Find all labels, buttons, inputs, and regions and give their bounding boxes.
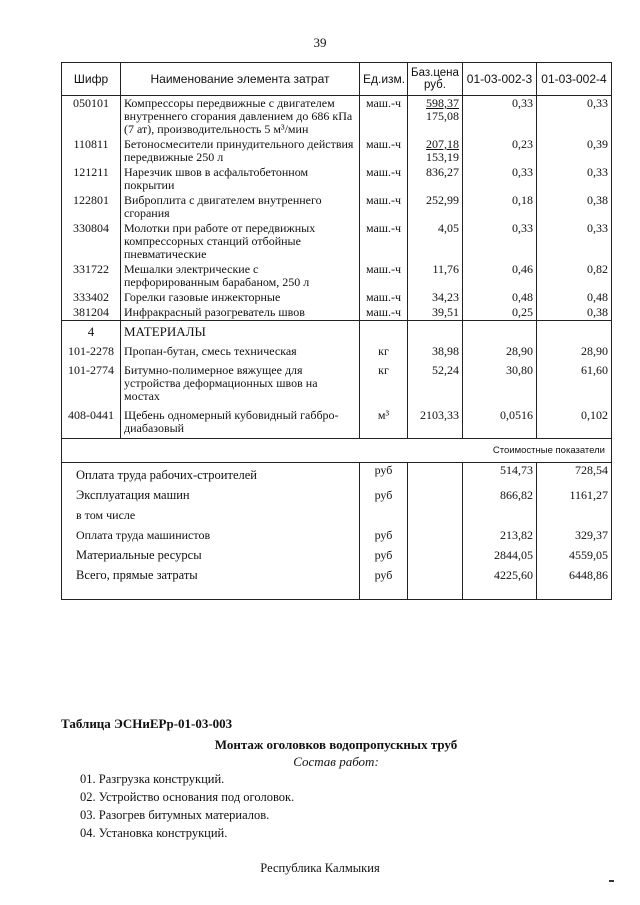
table-row — [62, 342, 612, 361]
header-name: Наименование элемента затрат — [121, 63, 360, 96]
summary-row — [62, 528, 612, 548]
header-price-line1: Баз.цена — [411, 67, 459, 79]
resource-unit: маш.-ч — [360, 96, 408, 138]
summary-col-b: 728,54 — [537, 463, 612, 489]
norm-col-a: 0,33 — [463, 165, 537, 193]
summary-col-b: 6448,86 — [537, 568, 612, 600]
base-price — [408, 193, 463, 221]
norm-col-a: 0,33 — [463, 221, 537, 262]
base-price-value: 598,37 — [426, 96, 459, 110]
summary-section — [62, 463, 612, 600]
summary-name: Всего, прямые затраты — [62, 568, 360, 600]
header-unit: Ед.изм. — [360, 63, 408, 96]
norm-col-a: 28,90 — [463, 342, 537, 361]
summary-unit: руб — [360, 463, 408, 489]
summary-col-a: 514,73 — [463, 463, 537, 489]
indicators-label: Стоимостные показатели — [62, 439, 612, 463]
work-item: 03. Разогрев битумных материалов. — [80, 808, 270, 822]
base-price-value: 39,51 — [432, 305, 459, 319]
resource-code: 121211 — [62, 165, 121, 193]
resource-unit: кг — [360, 361, 408, 406]
resource-code: 050101 — [62, 96, 121, 138]
section-title: МАТЕРИАЛЫ — [121, 321, 360, 343]
materials-section — [62, 321, 612, 439]
resource-unit: кг — [360, 342, 408, 361]
norm-col-b: 0,38 — [537, 305, 612, 321]
resource-code: 330804 — [62, 221, 121, 262]
summary-unit: руб — [360, 548, 408, 568]
summary-col-b — [537, 508, 612, 528]
resource-unit: маш.-ч — [360, 165, 408, 193]
summary-price-empty — [408, 463, 463, 489]
norm-col-a: 0,18 — [463, 193, 537, 221]
resource-unit: маш.-ч — [360, 193, 408, 221]
resource-name: Горелки газовые инжекторные — [121, 290, 360, 305]
work-item: 01. Разгрузка конструкций. — [80, 772, 225, 786]
summary-price-empty — [408, 508, 463, 528]
base-price — [408, 262, 463, 290]
norm-col-a: 0,25 — [463, 305, 537, 321]
table-row — [62, 165, 612, 193]
resource-code: 101-2278 — [62, 342, 121, 361]
summary-col-b: 1161,27 — [537, 488, 612, 508]
summary-col-a: 213,82 — [463, 528, 537, 548]
norm-col-b: 0,33 — [537, 165, 612, 193]
resource-unit: маш.-ч — [360, 262, 408, 290]
table-row — [62, 193, 612, 221]
resource-name: Пропан-бутан, смесь техническая — [121, 342, 360, 361]
table-row — [62, 262, 612, 290]
header-col-b: 01-03-002-4 — [537, 63, 612, 96]
operator-wage-value: 153,19 — [426, 150, 459, 164]
summary-price-empty — [408, 488, 463, 508]
norm-col-a: 0,0516 — [463, 406, 537, 439]
base-price-value: 11,76 — [432, 262, 459, 276]
header-price — [408, 63, 463, 96]
operator-wage-value: 175,08 — [426, 109, 459, 123]
resource-unit: маш.-ч — [360, 137, 408, 165]
base-price: 38,98 — [408, 342, 463, 361]
summary-col-a: 4225,60 — [463, 568, 537, 600]
base-price — [408, 221, 463, 262]
table-row — [62, 361, 612, 406]
resource-name: Битумно-полимерное вяжущее для устройства деформационных швов на мостах — [121, 361, 360, 406]
section-number: 4 — [62, 321, 121, 343]
resource-code: 110811 — [62, 137, 121, 165]
summary-col-a: 2844,05 — [463, 548, 537, 568]
base-price — [408, 290, 463, 305]
base-price: 52,24 — [408, 361, 463, 406]
page-number: 39 — [313, 35, 327, 50]
indicators-row — [62, 439, 612, 463]
summary-price-empty — [408, 528, 463, 548]
table-title: Таблица ЭСНиЕРр-01-03-003 — [61, 716, 233, 731]
norm-col-b: 28,90 — [537, 342, 612, 361]
base-price-value: 34,23 — [432, 290, 459, 304]
resource-unit: маш.-ч — [360, 221, 408, 262]
table-row — [62, 221, 612, 262]
work-composition-heading: Состав работ: — [293, 754, 379, 769]
table-row — [62, 137, 612, 165]
materials-header-row — [62, 321, 612, 343]
summary-row — [62, 463, 612, 489]
base-price — [408, 96, 463, 138]
norm-col-b: 0,39 — [537, 137, 612, 165]
table-header — [62, 63, 612, 96]
machines-section — [62, 96, 612, 321]
summary-col-b: 329,37 — [537, 528, 612, 548]
resource-name: Мешалки электрические с перфорированным барабаном, 250 л — [121, 262, 360, 290]
summary-unit: руб — [360, 568, 408, 600]
base-price-value: 207,18 — [426, 137, 459, 151]
base-price-value: 4,05 — [438, 221, 459, 235]
resource-name: Щебень одномерный кубовидный габбро-диабазовый — [121, 406, 360, 439]
resource-code: 408-0441 — [62, 406, 121, 439]
norm-col-a: 0,48 — [463, 290, 537, 305]
norm-col-a: 0,33 — [463, 96, 537, 138]
summary-row — [62, 568, 612, 600]
norm-col-b: 0,33 — [537, 96, 612, 138]
resource-table — [61, 62, 612, 600]
summary-unit — [360, 508, 408, 528]
base-price-value: 836,27 — [426, 165, 459, 179]
indicators-section — [62, 439, 612, 463]
resource-name: Молотки при работе от передвижных компрессорных станций отбойные пневматические — [121, 221, 360, 262]
summary-row — [62, 508, 612, 528]
summary-name: Эксплуатация машин — [62, 488, 360, 508]
summary-col-a: 866,82 — [463, 488, 537, 508]
resource-code: 122801 — [62, 193, 121, 221]
summary-name: Материальные ресурсы — [62, 548, 360, 568]
table-row — [62, 406, 612, 439]
header-price-line2: руб. — [424, 79, 446, 91]
summary-name: в том числе — [62, 508, 360, 528]
norm-col-b: 0,33 — [537, 221, 612, 262]
base-price: 2103,33 — [408, 406, 463, 439]
resource-name: Инфракрасный разогреватель швов — [121, 305, 360, 321]
table-subtitle: Монтаж оголовков водопропускных труб — [214, 737, 458, 752]
resource-unit: маш.-ч — [360, 290, 408, 305]
resource-name: Нарезчик швов в асфальтобетонном покрытии — [121, 165, 360, 193]
summary-unit: руб — [360, 488, 408, 508]
header-col-a: 01-03-002-3 — [463, 63, 537, 96]
table-row — [62, 290, 612, 305]
summary-col-b: 4559,05 — [537, 548, 612, 568]
summary-name: Оплата труда машинистов — [62, 528, 360, 548]
norm-col-a: 0,46 — [463, 262, 537, 290]
summary-row — [62, 488, 612, 508]
header-code: Шифр — [62, 63, 121, 96]
norm-col-b: 0,38 — [537, 193, 612, 221]
table-row — [62, 96, 612, 138]
resource-code: 333402 — [62, 290, 121, 305]
resource-unit: м³ — [360, 406, 408, 439]
norm-col-b: 0,102 — [537, 406, 612, 439]
base-price — [408, 165, 463, 193]
norm-col-b: 61,60 — [537, 361, 612, 406]
work-item: 04. Установка конструкций. — [80, 826, 228, 840]
resource-name: Компрессоры передвижные с двигателем внутреннего сгорания давлением до 686 кПа (7 ат), производительность 5 м³/мин — [121, 96, 360, 138]
resource-code: 381204 — [62, 305, 121, 321]
base-price — [408, 137, 463, 165]
norm-col-b: 0,48 — [537, 290, 612, 305]
resource-code: 101-2774 — [62, 361, 121, 406]
resource-name: Виброплита с двигателем внутреннего сгорания — [121, 193, 360, 221]
footer-dash — [609, 880, 614, 882]
resource-code: 331722 — [62, 262, 121, 290]
table-row — [62, 305, 612, 321]
norm-col-a: 30,80 — [463, 361, 537, 406]
resource-name: Бетоносмесители принудительного действия передвижные 250 л — [121, 137, 360, 165]
base-price — [408, 305, 463, 321]
work-item: 02. Устройство основания под оголовок. — [80, 790, 295, 804]
norm-col-b: 0,82 — [537, 262, 612, 290]
summary-price-empty — [408, 568, 463, 600]
footer-region: Республика Калмыкия — [260, 861, 380, 875]
resource-unit: маш.-ч — [360, 305, 408, 321]
summary-name: Оплата труда рабочих-строителей — [62, 463, 360, 489]
summary-col-a — [463, 508, 537, 528]
summary-row — [62, 548, 612, 568]
summary-unit: руб — [360, 528, 408, 548]
summary-price-empty — [408, 548, 463, 568]
norm-col-a: 0,23 — [463, 137, 537, 165]
base-price-value: 252,99 — [426, 193, 459, 207]
